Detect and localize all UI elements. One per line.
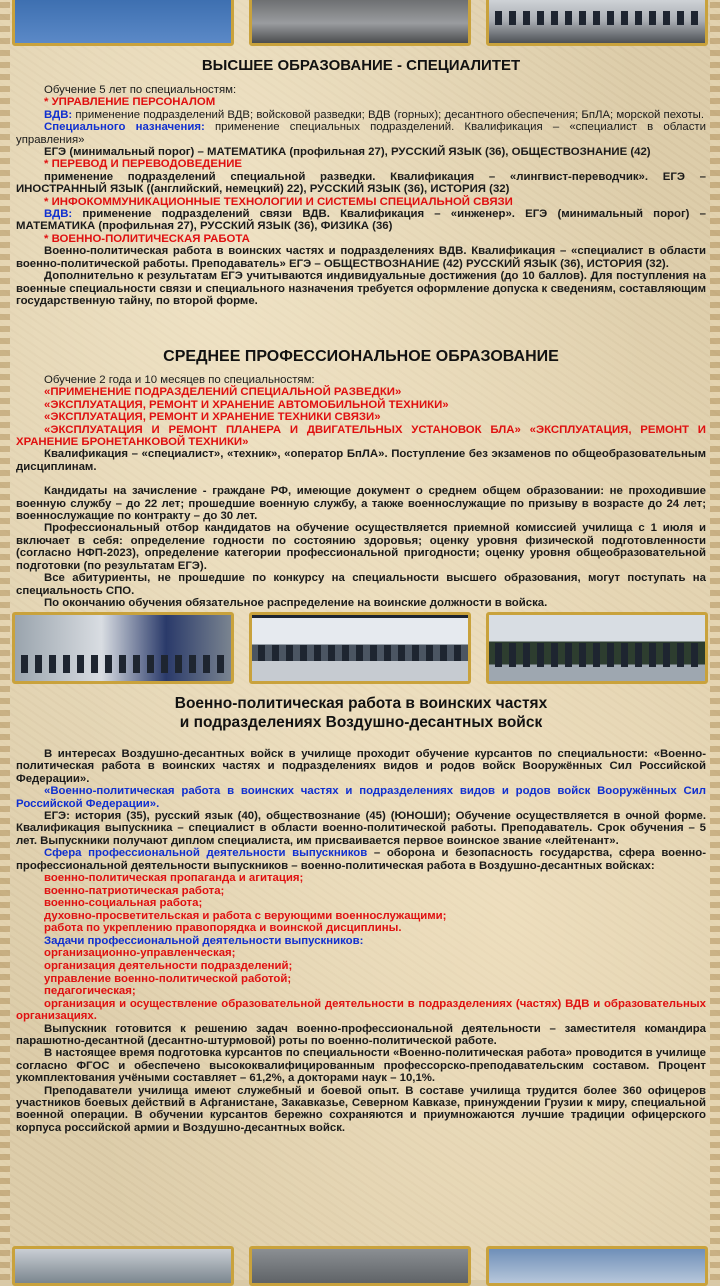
section-title: СРЕДНЕЕ ПРОФЕССИОНАЛЬНОЕ ОБРАЗОВАНИЕ bbox=[163, 348, 559, 365]
section-vocational-education bbox=[16, 346, 706, 609]
list-item: управление военно-политической работой; bbox=[44, 972, 292, 985]
intro-text: Обучение 2 года и 10 месяцев по специальностям: bbox=[44, 374, 315, 386]
body-text: ЕГЭ: история (35), русский язык (40), обществознание (45) (ЮНОШИ); Обучение осуществляется в очной форме. Квалификация выпускника – специалист в области военно-политической работы. Преподаватель. Срок обучения – 5 лет. Выпускники получают диплом специалиста, им присваивается первое воинское звание «лейтенант». bbox=[16, 810, 706, 847]
section-military-political bbox=[16, 694, 706, 1134]
list-item: организация и осуществление образовательной деятельности в подразделениях (частях) ВДВ и образовательных организациях. bbox=[16, 997, 706, 1023]
specialty-name: «Военно-политическая работа в воинских частях и подразделениях видов и родов войск Вооружённых Сил Российской Федерации». bbox=[16, 785, 706, 810]
photo-helicopter bbox=[486, 612, 708, 684]
photo-trees bbox=[12, 1246, 234, 1286]
photo-strip-middle bbox=[0, 612, 720, 684]
photo-sky bbox=[12, 0, 234, 46]
section-title: ВЫСШЕЕ ОБРАЗОВАНИЕ - СПЕЦИАЛИТЕТ bbox=[201, 57, 521, 74]
specialty-text: Специального назначения: применение специальных подразделений. Квалификация – «специалист в области управления» bbox=[16, 121, 706, 146]
list-item: духовно-просветительская и работа с верующими военнослужащими; bbox=[44, 909, 447, 922]
body-text: По окончанию обучения обязательное распределение на воинские должности в войска. bbox=[44, 596, 548, 609]
specialty-text: Военно-политическая работа в воинских частях и подразделениях ВДВ. Квалификация – «специалист в области военно-политической работы. Преподаватель» ЕГЭ – ОБЩЕСТВОЗНАНИЕ (42) РУССКИЙ ЯЗЫК (36), ИСТОРИЯ (32). bbox=[16, 245, 706, 270]
list-item: военно-патриотическая работа; bbox=[44, 884, 225, 897]
photo-sky bbox=[486, 1246, 708, 1286]
list-item: военно-социальная работа; bbox=[44, 897, 203, 910]
list-item: педагогическая; bbox=[44, 985, 136, 998]
specialty-heading: * ВОЕННО-ПОЛИТИЧЕСКАЯ РАБОТА bbox=[44, 232, 250, 245]
photo-monument bbox=[249, 1246, 471, 1286]
section-title: Военно-политическая работа в воинских частях и подразделениях Воздушно-десантных войск bbox=[174, 695, 548, 731]
body-text: В интересах Воздушно-десантных войск в училище проходит обучение курсантов по специальности: «Военно-политическая работа в воинских частях и подразделениях видов и родов войск Вооружённых Сил Российской Федерации». bbox=[16, 748, 706, 785]
spec-label: Специального назначения: bbox=[44, 121, 205, 134]
sphere-text: Сфера профессиональной деятельности выпускников – оборона и безопасность государства, сфера военно-профессиональной деятельности выпускников – военно-политическая работа в Воздушно-десантных войсках: bbox=[16, 847, 706, 872]
tasks-list bbox=[16, 947, 706, 997]
section-higher-education bbox=[16, 56, 706, 307]
photo-strip-top bbox=[0, 0, 720, 46]
photo-march bbox=[486, 0, 708, 46]
tasks-heading: Задачи профессиональной деятельности выпускников: bbox=[44, 935, 364, 948]
body-text: В настоящее время подготовка курсантов по специальности «Военно-политическая работа» проводится в училище согласно ФГОС и обеспечено высококвалифицированным профессорско-преподавательским составом. Процент укомплектования учёными составляет – 61,2%, а докторами наук – 10,1%. bbox=[16, 1047, 706, 1085]
specialty-heading: * ПЕРЕВОД И ПЕРЕВОДОВЕДЕНИЕ bbox=[44, 158, 243, 171]
list-item: организация деятельности подразделений; bbox=[44, 960, 293, 973]
intro-text: Обучение 5 лет по специальностям: bbox=[44, 84, 237, 96]
list-item: военно-политическая пропаганда и агитация; bbox=[44, 872, 304, 885]
body-text: Выпускник готовится к решению задач военно-профессиональной деятельности – заместителя командира парашютно-десантной (десантно-штурмовой) роты по военно-политической работе. bbox=[16, 1022, 706, 1048]
specialty-item: «ЭКСПЛУАТАЦИЯ, РЕМОНТ И ХРАНЕНИЕ АВТОМОБИЛЬНОЙ ТЕХНИКИ» bbox=[44, 398, 449, 411]
vdv-label: ВДВ: bbox=[44, 108, 73, 121]
body-text: Преподаватели училища имеют служебный и боевой опыт. В составе училища трудится более 360 офицеров участников боевых действий в Афганистане, Закавказье, Северном Кавказе, принуждении Грузии к миру, специальной военной операции. В обучении курсантов бережно сохраняются и приумножаются лучшие традиции офицерского корпуса российской армии и Воздушно-десантных войск. bbox=[16, 1084, 706, 1134]
body-text: Все абитуриенты, не прошедшие по конкурсу на специальности высшего образования, могут поступать на специальность СПО. bbox=[16, 572, 706, 597]
note-text: Дополнительно к результатам ЕГЭ учитываются индивидуальные достижения (до 10 баллов). Для поступления на военные специальности связи и специального назначения требуется оформление допуска к сведениям, составляющим государственную тайну, по второй форме. bbox=[16, 270, 706, 307]
photo-gate bbox=[249, 0, 471, 46]
specialty-item: «ЭКСПЛУАТАЦИЯ, РЕМОНТ И ХРАНЕНИЕ ТЕХНИКИ СВЯЗИ» bbox=[44, 411, 381, 424]
activity-list bbox=[16, 872, 706, 935]
specialty-heading: * ИНФОКОММУНИКАЦИОННЫЕ ТЕХНОЛОГИИ И СИСТЕМЫ СПЕЦИАЛЬНОЙ СВЯЗИ bbox=[44, 195, 513, 208]
body-text: Кандидаты на зачисление - граждане РФ, имеющие документ о среднем общем образовании: не проходившие военную службу – до 22 лет; прошедшие военную службу, а также военнослужащие по призыву в возрасте до 24 лет; военнослужащие по контракту – до 30 лет. bbox=[16, 485, 706, 523]
specialty-text: ВДВ: применение подразделений ВДВ; войсковой разведки; ВДВ (горных); десантного обеспечения; БпЛА; морской пехоты. bbox=[44, 108, 705, 121]
specialty-item: «ПРИМЕНЕНИЕ ПОДРАЗДЕЛЕНИЙ СПЕЦИАЛЬНОЙ РАЗВЕДКИ» bbox=[44, 386, 402, 399]
specialty-text: ВДВ: применение подразделений связи ВДВ. Квалификация – «инженер». ЕГЭ (минимальный порог) – МАТЕМАТИКА (профильная 27), РУССКИЙ ЯЗЫК (36), ФИЗИКА (36) bbox=[16, 208, 706, 233]
list-item: работа по укреплению правопорядка и воинской дисциплины. bbox=[44, 922, 402, 935]
specialty-heading: * УПРАВЛЕНИЕ ПЕРСОНАЛОМ bbox=[44, 96, 216, 109]
photo-parade bbox=[249, 612, 471, 684]
body-text: Профессиональный отбор кандидатов на обучение осуществляется приемной комиссией училища с 1 июля и включает в себя: определение годности по состоянию здоровья; оценку уровня физической подготовленности (согласно НФП-2023), определение категории профессиональной пригодности; оценку уровня общеобразовательной подготовки (по результатам ЕГЭ). bbox=[16, 522, 706, 572]
photo-strip-bottom bbox=[0, 1246, 720, 1286]
specialty-item: «ЭКСПЛУАТАЦИЯ И РЕМОНТ ПЛАНЕРА И ДВИГАТЕЛЬНЫХ УСТАНОВОК БЛА» «ЭКСПЛУАТАЦИЯ, РЕМОНТ И ХРАНЕНИЕ БРОНЕТАНКОВОЙ ТЕХНИКИ» bbox=[16, 423, 706, 449]
specialty-text: применение подразделений специальной разведки. Квалификация – «лингвист-переводчик». ЕГЭ – ИНОСТРАННЫЙ ЯЗЫК ((английский, немецкий) 22), РУССКИЙ ЯЗЫК (36), ИСТОРИЯ (32) bbox=[16, 170, 706, 196]
qualification-text: Квалификация – «специалист», «техник», «оператор БпЛА». Поступление без экзаменов по общеобразовательным дисциплинам. bbox=[16, 448, 706, 473]
photo-flag bbox=[12, 612, 234, 684]
ege-text: ЕГЭ (минимальный порог) – МАТЕМАТИКА (профильная 27), РУССКИЙ ЯЗЫК (36), ОБЩЕСТВОЗНАНИЕ (42) bbox=[44, 146, 651, 159]
list-item: организационно-управленческая; bbox=[44, 947, 236, 960]
